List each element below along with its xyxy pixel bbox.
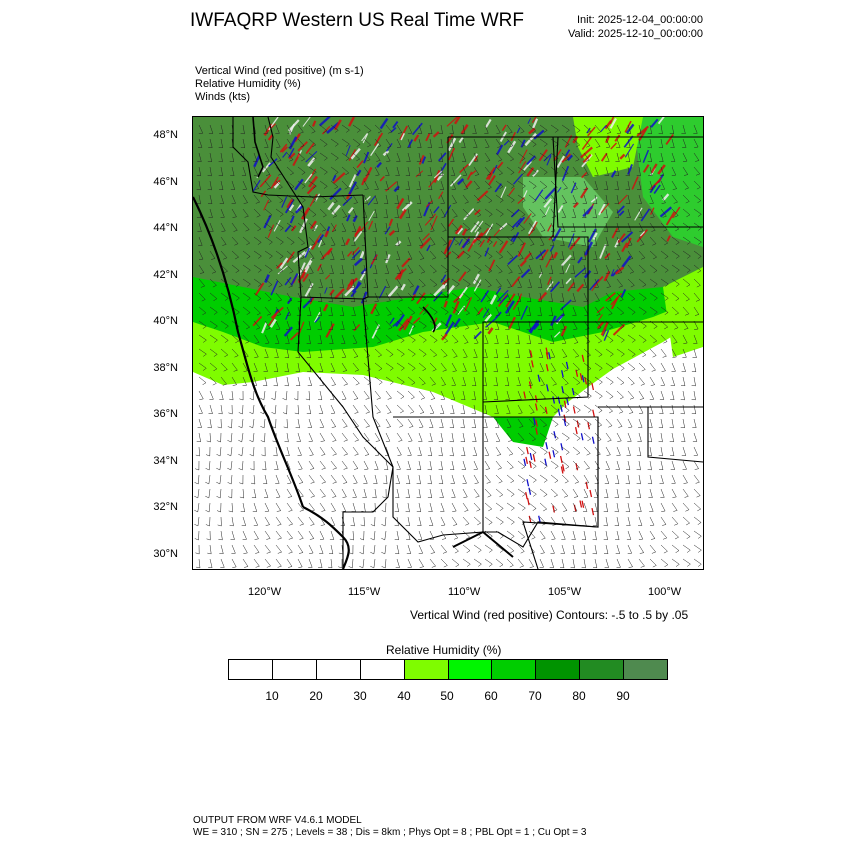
legend-label: 20: [309, 689, 323, 703]
legend-color-box: [536, 660, 580, 679]
legend-color-box: [273, 660, 317, 679]
map-panel: [192, 116, 704, 570]
lon-label: 100°W: [648, 586, 682, 598]
legend-label: 30: [353, 689, 367, 703]
lat-label: 38°N: [153, 362, 178, 374]
legend-label: 10: [265, 689, 279, 703]
model-info-line2: WE = 310 ; SN = 275 ; Levels = 38 ; Dis = 8km ; Phys Opt = 8 ; PBL Opt = 1 ; Cu Opt = 3: [193, 827, 587, 838]
lon-label: 105°W: [548, 586, 582, 598]
legend-color-box: [317, 660, 361, 679]
map-title: IWFAQRP Western US Real Time WRF: [190, 10, 524, 31]
lat-label: 34°N: [153, 455, 178, 467]
lon-label: 110°W: [448, 586, 481, 598]
lat-label: 48°N: [153, 129, 178, 141]
legend-color-box: [229, 660, 273, 679]
lat-label: 36°N: [153, 408, 178, 420]
legend-color-box: [624, 660, 667, 679]
contour-info: Vertical Wind (red positive) Contours: -.5 to .5 by .05: [410, 608, 689, 622]
field-relative-humidity: Relative Humidity (%): [195, 78, 301, 90]
lat-label: 46°N: [153, 176, 178, 188]
field-vertical-wind: Vertical Wind (red positive) (m s-1): [195, 65, 364, 77]
legend-color-box: [405, 660, 449, 679]
legend-label: 90: [616, 689, 630, 703]
lat-label: 40°N: [153, 315, 178, 327]
legend-color-box: [492, 660, 536, 679]
legend-color-box: [361, 660, 405, 679]
legend-label: 80: [572, 689, 586, 703]
legend-color-box: [449, 660, 493, 679]
lat-label: 30°N: [153, 548, 178, 560]
lon-label: 120°W: [248, 586, 282, 598]
legend-label: 70: [528, 689, 542, 703]
legend-color-box: [580, 660, 624, 679]
init-time: Init: 2025-12-04_00:00:00: [577, 14, 703, 26]
lat-label: 32°N: [153, 501, 178, 513]
legend-label: 50: [440, 689, 454, 703]
lat-label: 44°N: [153, 222, 178, 234]
field-winds: Winds (kts): [195, 91, 250, 103]
legend-title: Relative Humidity (%): [386, 643, 502, 657]
lat-label: 42°N: [153, 269, 178, 281]
forecast-map: [193, 117, 703, 569]
valid-time: Valid: 2025-12-10_00:00:00: [568, 28, 703, 40]
lon-label: 115°W: [348, 586, 381, 598]
legend-label: 60: [484, 689, 498, 703]
color-legend-bar: [228, 659, 668, 680]
legend-label: 40: [397, 689, 411, 703]
model-info-line1: OUTPUT FROM WRF V4.6.1 MODEL: [193, 815, 362, 826]
